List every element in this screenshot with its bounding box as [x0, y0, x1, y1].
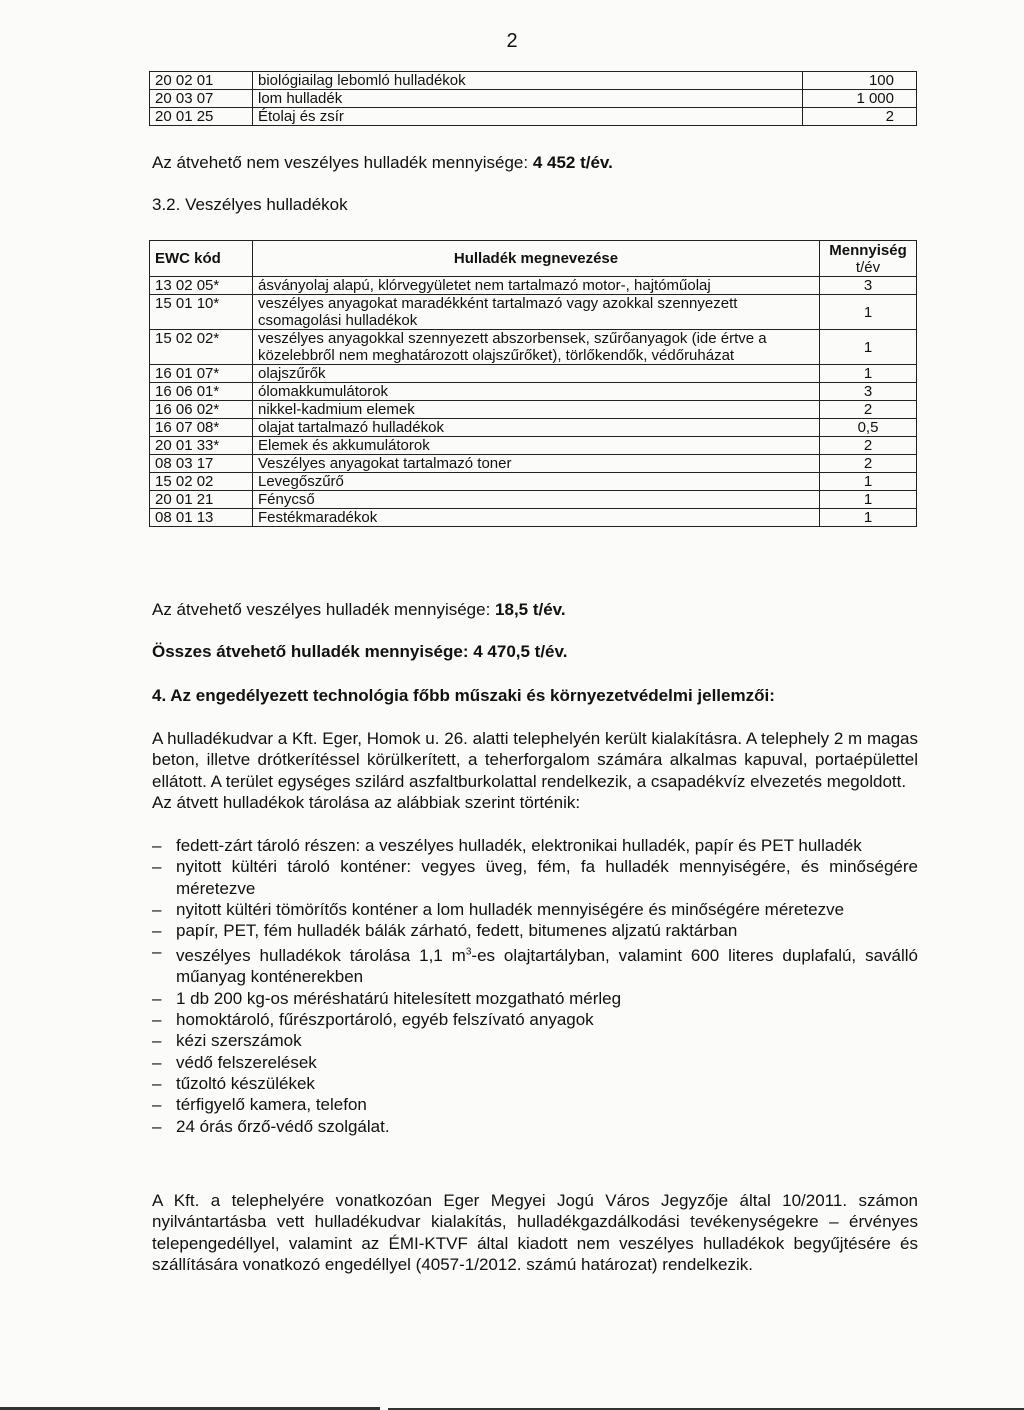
list-item-text: homoktároló, fűrészportároló, egyéb felszívató anyagok [176, 1010, 594, 1030]
waste-name-cell: lom hulladék [253, 90, 803, 108]
quantity-cell: 3 [820, 383, 917, 401]
site-description-paragraph [152, 728, 918, 813]
quantity-cell: 2 [803, 108, 917, 126]
quantity-cell: 2 [820, 455, 917, 473]
ewc-code-cell: 20 01 25 [150, 108, 253, 126]
section-heading-3-2: 3.2. Veszélyes hulladékok [152, 195, 348, 214]
list-item-text: nyitott kültéri tömörítős konténer a lom hulladék mennyiségére és minőségére méretezve [176, 899, 845, 919]
ewc-code-cell: 15 02 02* [150, 330, 253, 365]
list-item [152, 899, 918, 920]
waste-name-cell: nikkel-kadmium elemek [253, 401, 820, 419]
list-item-text: 1 db 200 kg-os méréshatárú hitelesített mozgatható mérleg [176, 988, 622, 1008]
quantity-cell: 1 [820, 509, 917, 527]
waste-name-cell: Étolaj és zsír [253, 108, 803, 126]
ewc-code-cell: 16 06 01* [150, 383, 253, 401]
list-item-text: nyitott kültéri tároló konténer: vegyes üveg, fém, fa hulladék mennyiségére, és minőségére méretezve [176, 857, 918, 898]
header-ewc-code: EWC kód [150, 241, 253, 277]
tank-text-after: -es olajtartályban, valamint 600 literes duplafalú, saválló műanyag konténerekben [176, 946, 918, 987]
header-quantity-unit: t/év [855, 258, 881, 276]
waste-name-cell: olajat tartalmazó hulladékok [253, 419, 820, 437]
bullet-dash: – [152, 1031, 162, 1051]
table-row [150, 90, 917, 108]
header-quantity-label: Mennyiség [829, 241, 907, 259]
hazardous-total [152, 600, 566, 620]
tank-text-before: veszélyes hulladékok tárolása 1,1 m [176, 946, 466, 966]
ewc-code-cell: 20 02 01 [150, 72, 253, 90]
table-row [150, 437, 917, 455]
list-item [152, 1073, 918, 1094]
ewc-code-cell: 16 07 08* [150, 419, 253, 437]
hazardous-total-label: Az átvehető veszélyes hulladék mennyisége: [152, 600, 496, 619]
waste-name-cell: veszélyes anyagokkal szennyezett abszorbensek, szűrőanyagok (ide értve a közelebbről nem meghatározott olajszűrőket), törlőkendők, védőruházat [253, 330, 820, 365]
waste-name-cell: ásványolaj alapú, klórvegyületet nem tartalmazó motor-, hajtóműolaj [253, 277, 820, 295]
ewc-code-cell: 20 01 21 [150, 491, 253, 509]
quantity-cell: 100 [803, 72, 917, 90]
bullet-dash: – [152, 1073, 162, 1093]
table-row [150, 455, 917, 473]
table-row [150, 72, 917, 90]
quantity-cell: 1 000 [803, 90, 917, 108]
storage-intro: Az átvett hulladékok tárolása az alábbiak szerint történik: [152, 792, 581, 812]
bullet-dash: – [152, 1116, 162, 1136]
bullet-dash: – [152, 1052, 162, 1072]
table-row [150, 295, 917, 330]
page-number: 2 [506, 30, 518, 52]
waste-name-cell: Elemek és akkumulátorok [253, 437, 820, 455]
ewc-code-cell: 20 01 33* [150, 437, 253, 455]
list-item [152, 835, 918, 856]
hazardous-total-value: 18,5 t/év. [495, 600, 566, 619]
site-description-text: A hulladékudvar a Kft. Eger, Homok u. 26. alatti telephelyén került kialakításra. A telephely 2 m magas beton, illetve drótkerítéssel körülkerített, a teherforgalom számára alkalmas kapuval, portaépülettel ellátott. A terület egységes szilárd aszfaltburkolattal rendelkezik, a csapadékvíz elvezetés megoldott. [152, 729, 918, 791]
list-item [152, 1094, 918, 1115]
ewc-code-cell: 15 01 10* [150, 295, 253, 330]
list-item [152, 856, 918, 899]
bullet-dash: – [152, 836, 162, 855]
quantity-cell: 1 [820, 365, 917, 383]
table-row [150, 383, 917, 401]
list-item-text: kézi szerszámok [176, 1031, 302, 1051]
table-row [150, 509, 917, 527]
waste-name-cell: olajszűrők [253, 365, 820, 383]
quantity-cell: 3 [820, 277, 917, 295]
list-item [152, 1009, 918, 1030]
table-row [150, 277, 917, 295]
table-row [150, 401, 917, 419]
list-item [152, 920, 918, 941]
waste-name-cell: Fénycső [253, 491, 820, 509]
list-item [152, 1030, 918, 1051]
ewc-code-cell: 13 02 05* [150, 277, 253, 295]
list-item-text: fedett-zárt tároló részen: a veszélyes hulladék, elektronikai hulladék, papír és PET hulladék [176, 836, 862, 855]
bullet-dash: – [152, 1095, 162, 1115]
nonhazardous-total [152, 153, 613, 173]
bullet-dash: – [152, 942, 162, 962]
list-item [152, 1052, 918, 1073]
quantity-cell: 1 [820, 491, 917, 509]
waste-name-cell: veszélyes anyagokat maradékként tartalmazó vagy azokkal szennyezett csomagolási hulladékok [253, 295, 820, 330]
ewc-code-cell: 08 01 13 [150, 509, 253, 527]
table-row [150, 419, 917, 437]
list-item-text: papír, PET, fém hulladék bálák zárható, fedett, bitumenes aljzatú raktárban [176, 921, 738, 941]
quantity-cell: 0,5 [820, 419, 917, 437]
bullet-dash: – [152, 988, 162, 1008]
quantity-cell: 1 [820, 295, 917, 330]
list-item-text [176, 946, 918, 986]
nonhazardous-total-value: 4 452 t/év. [532, 153, 613, 172]
table-row [150, 365, 917, 383]
ewc-code-cell: 16 01 07* [150, 365, 253, 383]
list-item-text: tűzoltó készülékek [176, 1073, 315, 1093]
ewc-code-cell: 20 03 07 [150, 90, 253, 108]
superscript-3: 3 [465, 946, 472, 958]
list-item [152, 988, 918, 1009]
quantity-cell: 1 [820, 330, 917, 365]
nonhazardous-waste-table [149, 71, 917, 126]
ewc-code-cell: 15 02 02 [150, 473, 253, 491]
permit-paragraph: A Kft. a telephelyére vonatkozóan Eger Megyei Jogú Város Jegyzője által 10/2011. számon nyilvántartásba vett hulladékudvar kialakítás, hulladékgazdálkodási tevékenységekre – érvényes telepengedéllyel, valamint az ÉMI-KTVF által kiadott nem veszélyes hulladékok begyűjtésére és szállítására vonatkozó engedéllyel (4057-1/2012. számú határozat) rendelkezik. [152, 1191, 918, 1274]
waste-name-cell: biológiailag lebomló hulladékok [253, 72, 803, 90]
table-row [150, 108, 917, 126]
waste-name-cell: Levegőszűrő [253, 473, 820, 491]
quantity-cell: 2 [820, 401, 917, 419]
table-header-row [150, 241, 917, 277]
header-quantity [820, 241, 917, 277]
list-item-text: védő felszerelések [176, 1052, 317, 1072]
ewc-code-cell: 08 03 17 [150, 455, 253, 473]
quantity-cell: 2 [820, 437, 917, 455]
waste-name-cell: Festékmaradékok [253, 509, 820, 527]
storage-list [152, 835, 918, 1137]
table-row [150, 330, 917, 365]
list-item [152, 941, 918, 987]
ewc-code-cell: 16 06 02* [150, 401, 253, 419]
grand-total: Összes átvehető hulladék mennyisége: 4 470,5 t/év. [152, 642, 568, 661]
table-row [150, 491, 917, 509]
header-waste-name: Hulladék megnevezése [253, 241, 820, 277]
list-item-text: térfigyelő kamera, telefon [176, 1095, 367, 1115]
section-heading-4: 4. Az engedélyezett technológia főbb műszaki és környezetvédelmi jellemzői: [152, 686, 775, 705]
bullet-dash: – [152, 899, 162, 919]
list-item-text: 24 órás őrző-védő szolgálat. [176, 1116, 390, 1136]
nonhazardous-total-label: Az átvehető nem veszélyes hulladék mennyisége: [152, 153, 533, 172]
table-row [150, 473, 917, 491]
list-item [152, 1116, 918, 1137]
bullet-dash: – [152, 857, 162, 877]
waste-name-cell: Veszélyes anyagokat tartalmazó toner [253, 455, 820, 473]
bullet-dash: – [152, 1010, 162, 1030]
quantity-cell: 1 [820, 473, 917, 491]
bullet-dash: – [152, 921, 162, 941]
hazardous-waste-table [149, 240, 917, 527]
waste-name-cell: ólomakkumulátorok [253, 383, 820, 401]
